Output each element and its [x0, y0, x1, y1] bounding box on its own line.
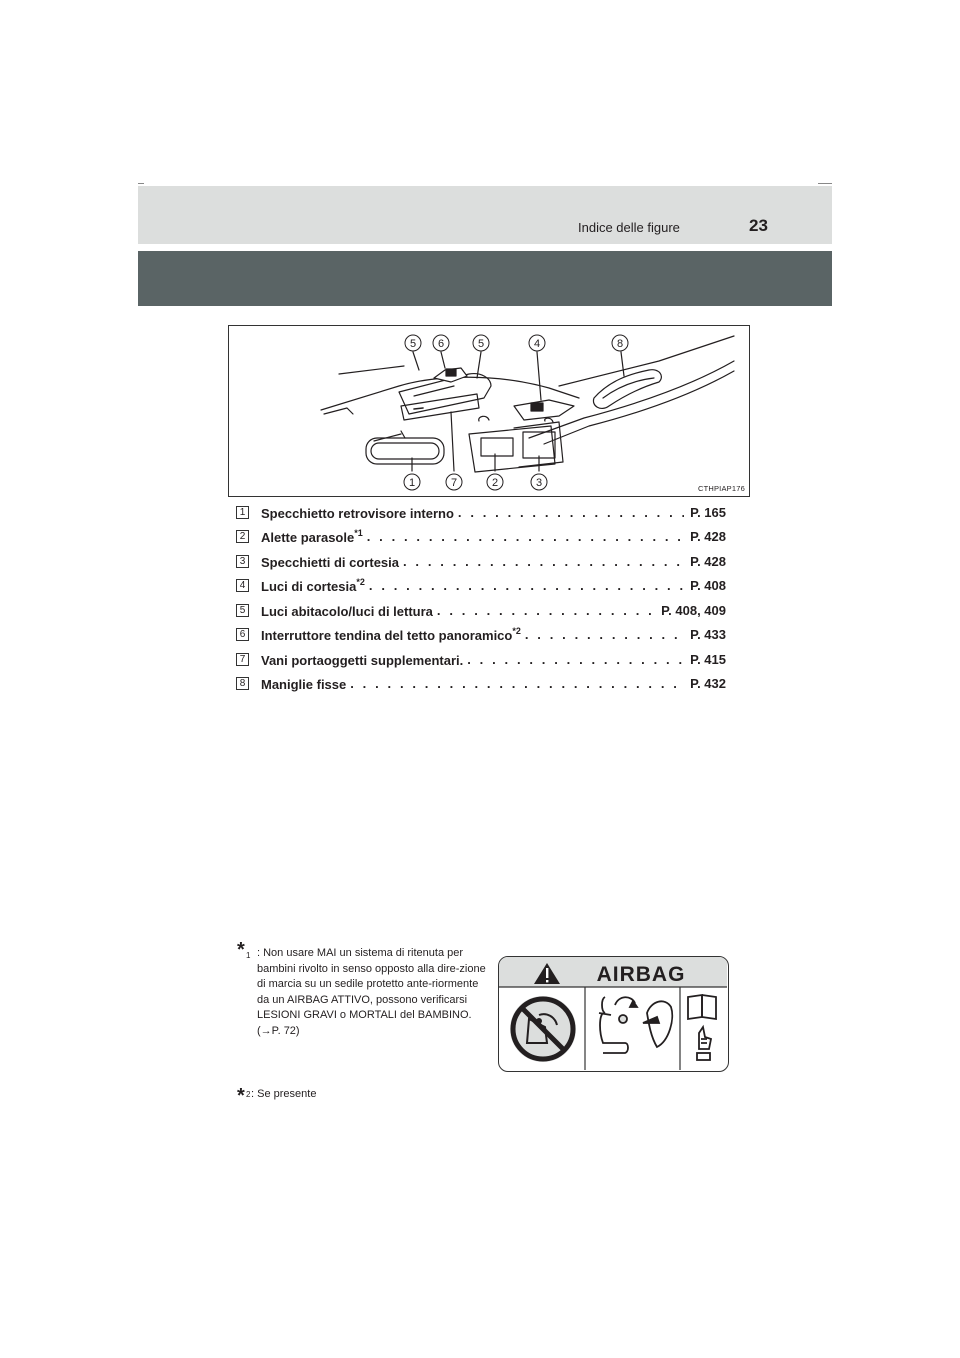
legend-item — [236, 623, 726, 648]
page-reference-link[interactable]: P. 408, 409 — [661, 602, 726, 618]
leader-dots — [367, 529, 684, 544]
footnote-index: 1 — [246, 951, 251, 960]
airbag-warning-graphic — [499, 957, 727, 1070]
callout-top: 4 — [533, 338, 541, 350]
crop-mark-right — [818, 183, 832, 184]
legend-number: 7 — [236, 653, 249, 666]
footnote-text: : Non usare MAI un sistema di ritenuta per bambini rivolto in senso opposto alla dire-zione di marcia su un sedile protetto ante-riormente da un AIRBAG ATTIVO, possono verificarsi LESIONI GRAVI o MORTALI del BAMBINO. (→P. 72) — [257, 947, 486, 1037]
legend-item — [236, 598, 726, 623]
callout-top: 8 — [616, 338, 624, 350]
legend-number: 8 — [236, 677, 249, 690]
no-rear-facing-child-seat-icon — [510, 996, 576, 1062]
legend-number: 3 — [236, 555, 249, 568]
callout-top: 6 — [437, 338, 445, 350]
legend-label[interactable]: Vani portaoggetti supplementari. — [261, 652, 464, 668]
leader-dots — [458, 505, 684, 520]
callout-top: 5 — [409, 338, 417, 350]
footnote-marker: * — [237, 939, 245, 961]
footnote-marker: * — [237, 1085, 245, 1107]
legend-label[interactable]: Luci abitacolo/luci di lettura — [261, 603, 433, 619]
callout-bottom: 3 — [535, 477, 543, 489]
legend-item — [236, 500, 726, 525]
page-reference-link[interactable]: P. 433 — [690, 627, 726, 643]
legend-item — [236, 525, 726, 550]
legend-number: 2 — [236, 530, 249, 543]
figure-legend — [236, 500, 726, 696]
leader-dots — [437, 603, 655, 618]
page-reference-link[interactable]: P. 408 — [690, 578, 726, 594]
page-reference-link[interactable]: P. 165 — [690, 504, 726, 520]
leader-dots — [403, 554, 684, 569]
legend-label[interactable]: Specchietto retrovisore interno — [261, 505, 454, 521]
legend-label[interactable]: Interruttore tendina del tetto panoramico$^{*2}$ — [261, 626, 521, 644]
callout-bottom: 1 — [408, 477, 416, 489]
legend-label[interactable]: Maniglie fisse — [261, 677, 347, 693]
legend-number: 1 — [236, 506, 249, 519]
legend-item — [236, 549, 726, 574]
legend-number: 6 — [236, 628, 249, 641]
legend-item — [236, 574, 726, 599]
legend-number: 5 — [236, 604, 249, 617]
leader-dots — [369, 578, 684, 593]
footnote-1 — [237, 939, 493, 1039]
figure-code: CTHPIAP176 — [697, 484, 745, 493]
interior-ceiling-figure — [228, 325, 750, 497]
leader-dots — [467, 652, 684, 667]
callout-top: 5 — [477, 338, 485, 350]
legend-item — [236, 672, 726, 697]
seat-airbag-icon — [599, 997, 672, 1053]
section-title: Indice delle figure — [578, 220, 680, 235]
page-reference-link[interactable]: P. 428 — [690, 529, 726, 545]
legend-number: 4 — [236, 579, 249, 592]
title-band — [138, 251, 832, 306]
legend-label[interactable]: Specchietti di cortesia — [261, 554, 399, 570]
ceiling-illustration — [229, 326, 749, 496]
page-reference-link[interactable]: P. 432 — [690, 676, 726, 692]
footnote-index: 2 — [246, 1090, 251, 1099]
callout-bottom: 2 — [491, 477, 499, 489]
footnote-2 — [237, 1085, 437, 1107]
read-manual-icon — [688, 995, 716, 1060]
legend-item — [236, 647, 726, 672]
airbag-warning-label — [498, 956, 729, 1072]
airbag-title: AIRBAG — [596, 963, 686, 986]
crop-mark-left — [138, 183, 144, 184]
legend-label[interactable]: Alette parasole$^{*1}$ — [261, 528, 363, 546]
legend-label[interactable]: Luci di cortesia$^{*2}$ — [261, 577, 365, 595]
page-reference-link[interactable]: P. 428 — [690, 553, 726, 569]
header-bar — [138, 186, 832, 244]
page-number: 23 — [749, 216, 768, 235]
leader-dots — [525, 627, 684, 642]
footnote-text: : Se presente — [251, 1088, 317, 1100]
page-reference-link[interactable]: P. 415 — [690, 651, 726, 667]
leader-dots — [350, 676, 684, 691]
callout-bottom: 7 — [450, 477, 458, 489]
